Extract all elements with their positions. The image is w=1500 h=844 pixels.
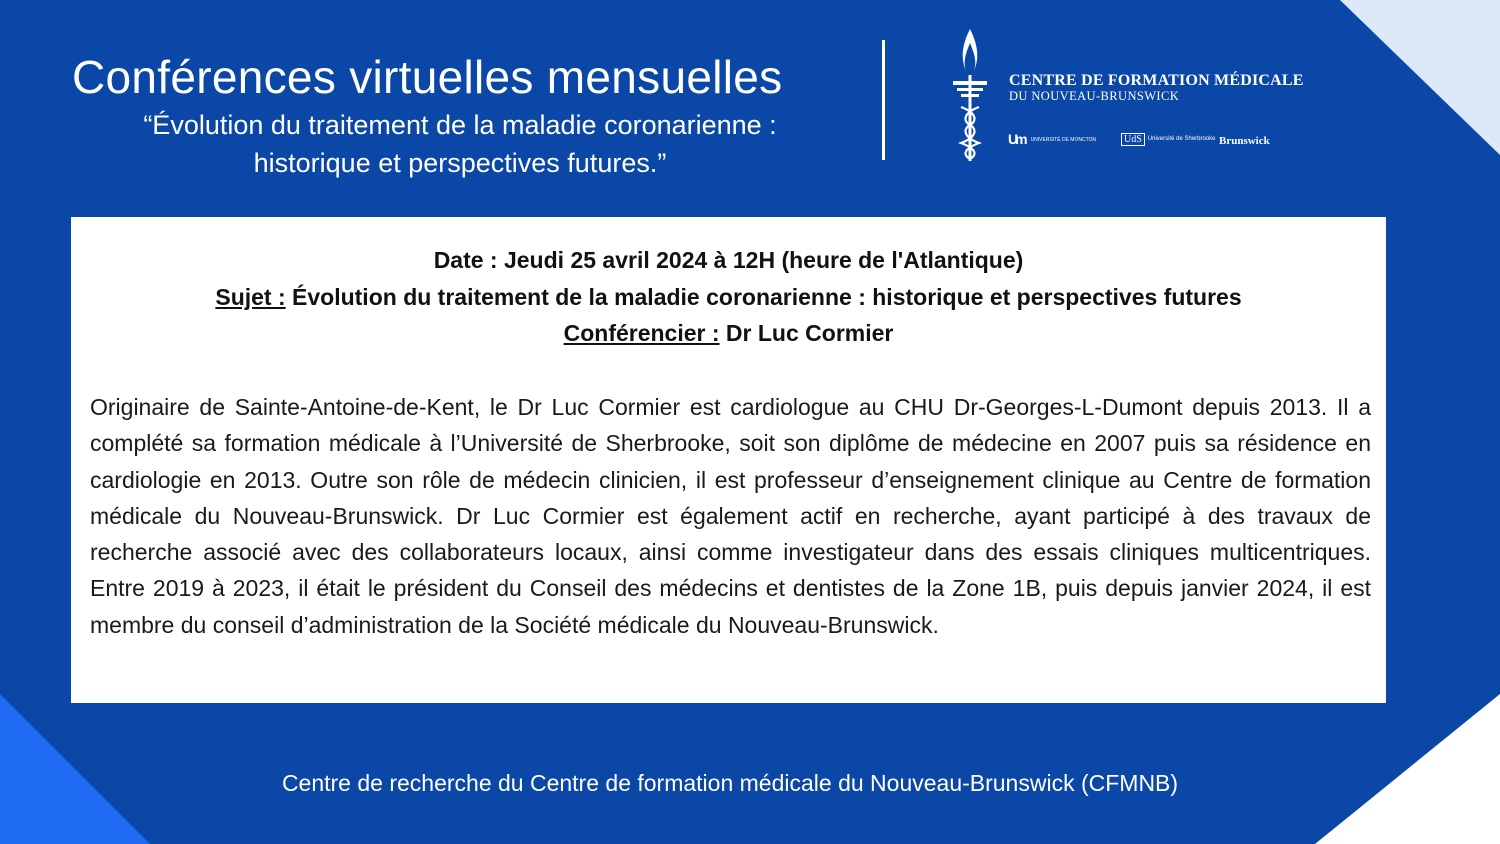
subject-label: Sujet : <box>215 283 286 310</box>
moncton-text: UNIVERSITÉ DE MONCTON <box>1030 136 1097 143</box>
org-name-line-1: CENTRE DE FORMATION MÉDICALE <box>1009 72 1304 89</box>
speaker-bio: Originaire de Sainte-Antoine-de-Kent, le Dr Luc Cormier est cardiologue au CHU Dr-Georges-L-Dumont depuis 2013. Il a complété sa formation médicale à l’Université de Sherbrooke, soit son diplôme de médecine en 2007 puis sa résidence en cardiologie en 2013. Outre son rôle de médecin clinicien, il est professeur d’enseignement clinique au Centre de formation médicale du Nouveau-Brunswick. Dr Luc Cormier est également actif en recherche, ayant participé à des travaux de recherche associé avec des collaborateurs locaux, ainsi comme investigateur dans des essais cliniques multicentriques. Entre 2019 à 2023, il était le président du Conseil des médecins et dentistes de la Zone 1B, puis depuis janvier 2024, il est membre du conseil d’administration de la Société médicale du Nouveau-Brunswick. <box>90 394 1371 638</box>
decor-corner-bottom-right <box>1315 694 1500 844</box>
speaker-label: Conférencier : <box>563 320 720 346</box>
sherbrooke-text: Université de Sherbrooke <box>1147 136 1216 143</box>
partner-logo-moncton <box>1008 131 1096 149</box>
event-speaker <box>71 315 1386 352</box>
torch-caduceus-icon <box>945 25 995 165</box>
sherbrooke-mark: UdS <box>1121 133 1145 146</box>
partner-logo-sherbrooke <box>1121 131 1216 149</box>
footer-credit: Centre de recherche du Centre de formation médicale du Nouveau-Brunswick (CFMNB) <box>281 770 1179 796</box>
subject-value: Évolution du traitement de la maladie coronarienne : historique et perspectives futures <box>285 283 1242 310</box>
cfmnb-logo <box>945 25 1304 165</box>
page-subtitle <box>80 106 840 182</box>
brunswick-text: Brunswick <box>1219 135 1270 147</box>
speaker-value: Dr Luc Cormier <box>719 320 894 346</box>
event-meta <box>71 242 1386 352</box>
decor-corner-top-right <box>1340 0 1500 155</box>
header-divider <box>882 40 885 160</box>
org-name-line-2: DU NOUVEAU-BRUNSWICK <box>1009 89 1180 103</box>
partner-logo-brunswick <box>1219 131 1270 149</box>
subtitle-line-2: historique et perspectives futures.” <box>253 148 667 178</box>
event-subject <box>71 279 1386 316</box>
event-details-card <box>71 217 1386 703</box>
subtitle-line-1: “Évolution du traitement de la maladie coronarienne : <box>143 110 777 140</box>
event-date: Date : Jeudi 25 avril 2024 à 12H (heure de l'Atlantique) <box>433 247 1024 273</box>
page-title: Conférences virtuelles mensuelles <box>72 51 783 103</box>
decor-corner-bottom-left <box>0 694 150 844</box>
moncton-mark: Um <box>1008 131 1025 147</box>
